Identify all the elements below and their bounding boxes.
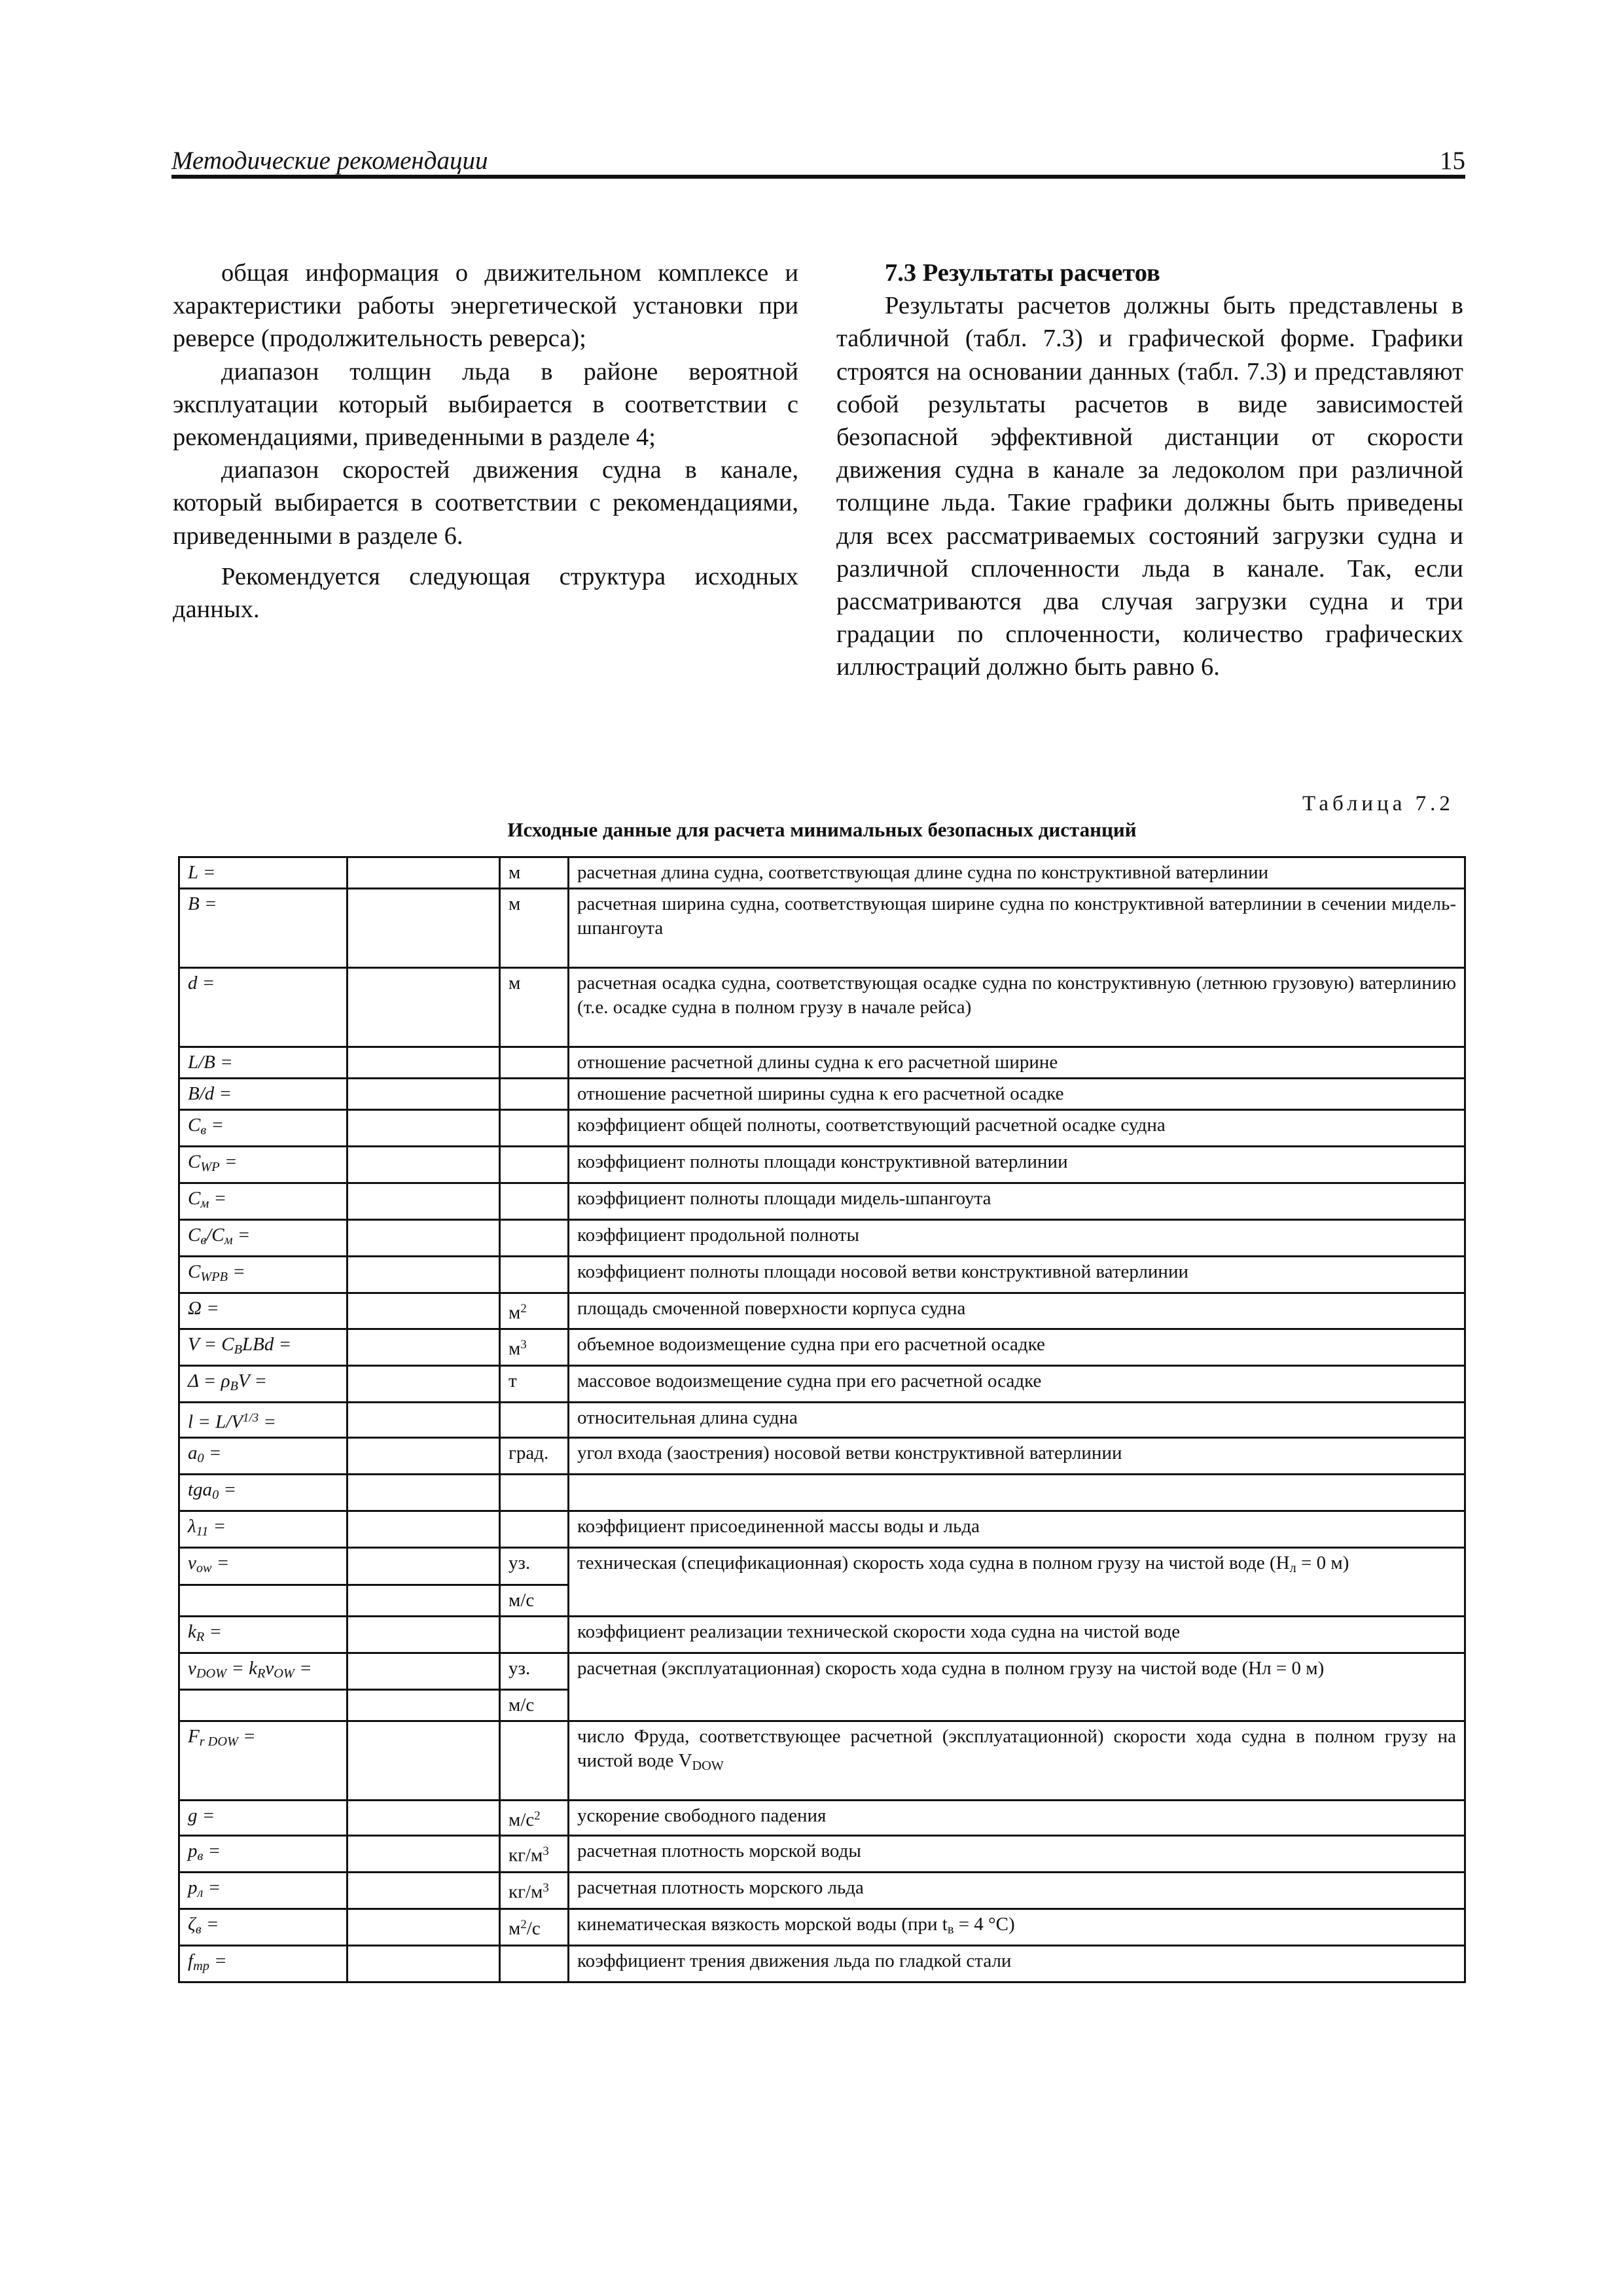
value-cell[interactable] bbox=[348, 889, 500, 968]
description-text: угол входа (заострения) носовой ветви конструктивной ватерлинии bbox=[577, 1443, 1122, 1464]
symbol-text: C bbox=[188, 1225, 201, 1246]
symbol-cell bbox=[179, 1402, 348, 1437]
unit-cell bbox=[500, 1079, 569, 1110]
running-title: Методические рекомендации bbox=[171, 147, 488, 175]
value-cell[interactable] bbox=[348, 1836, 500, 1873]
symbol-text: = bbox=[203, 1877, 221, 1899]
unit-cell bbox=[500, 889, 569, 968]
header-rule bbox=[171, 175, 1465, 179]
symbol-cell bbox=[179, 1329, 348, 1365]
unit-text: м/с bbox=[508, 1589, 535, 1611]
symbol-cell bbox=[179, 1689, 348, 1721]
symbol-subscript: в bbox=[197, 1849, 204, 1864]
description-text: объемное водоизмещение судна при его расчетной осадке bbox=[577, 1333, 1045, 1355]
symbol-text: = bbox=[232, 1225, 251, 1246]
symbol-cell bbox=[179, 1079, 348, 1110]
unit-superscript: 3 bbox=[520, 1337, 527, 1352]
symbol-subscript: в bbox=[200, 1123, 207, 1138]
unit-cell bbox=[500, 1047, 569, 1079]
description-text: = 4 °С) bbox=[954, 1914, 1015, 1935]
value-cell[interactable] bbox=[348, 1183, 500, 1220]
description-cell bbox=[569, 1329, 1465, 1365]
symbol-text: C bbox=[188, 1188, 201, 1210]
unit-text: м bbox=[508, 1918, 521, 1939]
description-cell bbox=[569, 857, 1465, 889]
description-cell bbox=[569, 1220, 1465, 1257]
symbol-text: v bbox=[188, 1657, 196, 1679]
unit-text: град. bbox=[508, 1443, 549, 1464]
description-cell bbox=[569, 1909, 1465, 1946]
symbol-text: Δ = ρ bbox=[188, 1370, 230, 1391]
unit-cell bbox=[500, 1689, 569, 1721]
right-column bbox=[836, 257, 1463, 684]
unit-text: м bbox=[508, 862, 521, 883]
table-row bbox=[179, 1047, 1465, 1079]
symbol-cell bbox=[179, 889, 348, 968]
unit-cell bbox=[500, 1800, 569, 1835]
description-cell bbox=[569, 1365, 1465, 1402]
symbol-text: p bbox=[188, 1840, 198, 1862]
unit-cell bbox=[500, 1511, 569, 1548]
description-text: отношение расчетной ширины судна к его расчетной осадке bbox=[577, 1083, 1064, 1104]
symbol-cell bbox=[179, 1293, 348, 1329]
symbol-subscript: R bbox=[196, 1629, 205, 1644]
unit-cell bbox=[500, 1402, 569, 1437]
table-row bbox=[179, 1873, 1465, 1909]
table-row bbox=[179, 1616, 1465, 1653]
table-row bbox=[179, 1946, 1465, 1982]
description-cell bbox=[569, 1079, 1465, 1110]
table-row bbox=[179, 1329, 1465, 1365]
symbol-cell bbox=[179, 1511, 348, 1548]
symbol-cell bbox=[179, 1946, 348, 1982]
paragraph: Результаты расчетов должны быть представлены в табличной (табл. 7.3) и графической форме. Графики строятся на основании данных (табл. 7.3) и представляют собой результаты расчетов в виде зависимостей безопасной эффективной дистанции от скорости движения судна в канале за ледоколом при различной толщине льда. Такие графики должны быть приведены для всех рассматриваемых состояний загрузки судна и различной сплоченности льда в канале. Так, если рассматриваются два случая загрузки судна и три градации по сплоченности, количество графических иллюстраций должно быть равно 6. bbox=[836, 292, 1463, 681]
table-row bbox=[179, 1079, 1465, 1110]
description-text: расчетная осадка судна, соответствующая осадке судна по конструктивную (летнюю грузовую) ватерлинию (т.е. осадке судна в полном грузу в начале рейса) bbox=[577, 973, 1456, 1018]
value-cell[interactable] bbox=[348, 1047, 500, 1079]
symbol-text: g = bbox=[188, 1804, 215, 1826]
symbol-subscript: OW bbox=[274, 1666, 294, 1681]
symbol-text: = bbox=[203, 1840, 221, 1862]
unit-text: уз. bbox=[508, 1552, 531, 1574]
symbol-cell bbox=[179, 1110, 348, 1147]
symbol-text: C bbox=[188, 1151, 201, 1173]
description-text: отношение расчетной длины судна к его расчетной ширине bbox=[577, 1052, 1058, 1073]
unit-cell bbox=[500, 1147, 569, 1183]
unit-cell bbox=[500, 1653, 569, 1689]
symbol-text: = bbox=[204, 1621, 223, 1642]
description-cell bbox=[569, 1873, 1465, 1909]
description-cell bbox=[569, 1183, 1465, 1220]
unit-cell bbox=[500, 1475, 569, 1511]
table-row bbox=[179, 1475, 1465, 1511]
value-cell[interactable] bbox=[348, 1873, 500, 1909]
symbol-text: f bbox=[188, 1950, 194, 1972]
symbol-subscript: B bbox=[234, 1342, 242, 1357]
unit-superscript: 3 bbox=[543, 1881, 549, 1895]
description-text: техническая (спецификационная) скорость хода судна в полном грузу на чистой воде (H bbox=[577, 1552, 1290, 1574]
table-label: Таблица 7.2 bbox=[1302, 792, 1454, 816]
symbol-cell bbox=[179, 1365, 348, 1402]
unit-cell bbox=[500, 1329, 569, 1365]
description-cell bbox=[569, 1653, 1465, 1721]
description-text: коэффициент трения движения льда по гладкой стали bbox=[577, 1950, 1012, 1972]
unit-cell bbox=[500, 1257, 569, 1293]
symbol-text: = bbox=[209, 1188, 227, 1210]
value-cell[interactable] bbox=[348, 1147, 500, 1183]
symbol-cell bbox=[179, 1147, 348, 1183]
unit-superscript: 2 bbox=[520, 1918, 527, 1932]
description-cell bbox=[569, 1438, 1465, 1475]
data-table bbox=[178, 856, 1466, 1983]
unit-text: м bbox=[508, 973, 521, 994]
unit-cell bbox=[500, 1721, 569, 1800]
unit-cell bbox=[500, 1365, 569, 1402]
description-cell bbox=[569, 1047, 1465, 1079]
value-cell[interactable] bbox=[348, 1548, 500, 1585]
unit-cell bbox=[500, 1293, 569, 1329]
unit-cell bbox=[500, 1585, 569, 1616]
value-cell[interactable] bbox=[348, 1800, 500, 1835]
unit-cell bbox=[500, 1616, 569, 1653]
symbol-cell bbox=[179, 1548, 348, 1585]
symbol-text: Ω = bbox=[188, 1298, 219, 1319]
description-text: массовое водоизмещение судна при его расчетной осадке bbox=[577, 1370, 1042, 1391]
symbol-text: V = C bbox=[188, 1333, 234, 1355]
symbol-text: /C bbox=[206, 1225, 224, 1246]
unit-cell bbox=[500, 857, 569, 889]
table-row bbox=[179, 1909, 1465, 1946]
description-text: коэффициент реализации технической скорости хода судна на чистой воде bbox=[577, 1621, 1181, 1642]
description-text: относительная длина судна bbox=[577, 1407, 798, 1428]
symbol-text: = bbox=[294, 1657, 312, 1679]
symbol-cell bbox=[179, 1183, 348, 1220]
symbol-subscript: тр bbox=[193, 1959, 209, 1974]
description-cell bbox=[569, 1293, 1465, 1329]
symbol-text: C bbox=[188, 1115, 201, 1136]
description-text: расчетная ширина судна, соответствующая ширине судна по конструктивной ватерлинии в сечении мидель-шпангоута bbox=[577, 893, 1456, 939]
symbol-text: = k bbox=[226, 1657, 258, 1679]
unit-text: кг/м bbox=[508, 1881, 543, 1903]
value-cell[interactable] bbox=[348, 1585, 500, 1616]
description-text: коэффициент продольной полноты bbox=[577, 1225, 859, 1246]
unit-cell bbox=[500, 1110, 569, 1147]
symbol-subscript: B bbox=[230, 1378, 238, 1393]
table-row bbox=[179, 1548, 1465, 1585]
symbol-text: B/d = bbox=[188, 1083, 232, 1104]
table-row bbox=[179, 889, 1465, 968]
symbol-text: V = bbox=[238, 1370, 267, 1391]
table-row bbox=[179, 1110, 1465, 1147]
unit-superscript: 3 bbox=[543, 1844, 549, 1859]
value-cell[interactable] bbox=[348, 1653, 500, 1689]
description-text: число Фруда, соответствующее расчетной (эксплуатационной) скорости хода судна в полном грузу на чистой воде V bbox=[577, 1725, 1456, 1771]
section-title: 7.3 Результаты расчетов bbox=[885, 259, 1160, 287]
description-cell bbox=[569, 1721, 1465, 1800]
value-cell[interactable] bbox=[348, 1438, 500, 1475]
symbol-text: = bbox=[238, 1725, 256, 1747]
unit-superscript: 2 bbox=[534, 1808, 541, 1823]
symbol-cell bbox=[179, 1909, 348, 1946]
symbol-text: = bbox=[206, 1115, 224, 1136]
description-text: коэффициент полноты площади конструктивной ватерлинии bbox=[577, 1151, 1068, 1173]
description-text: расчетная (эксплуатационная) скорость хода судна в полном грузу на чистой воде (Нл = 0 м) bbox=[577, 1657, 1325, 1679]
paragraph: Рекомендуется следующая структура исходных данных. bbox=[173, 562, 798, 624]
symbol-text: d = bbox=[188, 973, 215, 994]
unit-text: м bbox=[508, 1338, 521, 1359]
description-cell bbox=[569, 1616, 1465, 1653]
unit-text: т bbox=[508, 1370, 517, 1391]
description-cell bbox=[569, 1257, 1465, 1293]
description-subscript: л bbox=[1289, 1561, 1296, 1576]
symbol-subscript: WPB bbox=[200, 1270, 228, 1285]
value-cell[interactable] bbox=[348, 1511, 500, 1548]
symbol-text: λ bbox=[188, 1516, 196, 1537]
symbol-subscript: r DOW bbox=[199, 1734, 238, 1749]
value-cell[interactable] bbox=[348, 1616, 500, 1653]
symbol-subscript: м bbox=[200, 1196, 209, 1211]
table-row bbox=[179, 968, 1465, 1047]
unit-cell bbox=[500, 1873, 569, 1909]
description-cell bbox=[569, 1475, 1465, 1511]
symbol-cell bbox=[179, 1873, 348, 1909]
description-text: расчетная плотность морской воды bbox=[577, 1840, 861, 1862]
unit-text: кг/м bbox=[508, 1844, 543, 1866]
table-row bbox=[179, 1183, 1465, 1220]
table-row bbox=[179, 1836, 1465, 1873]
page-number: 15 bbox=[1440, 147, 1465, 175]
unit-cell bbox=[500, 1183, 569, 1220]
symbol-cell bbox=[179, 1836, 348, 1873]
symbol-cell bbox=[179, 857, 348, 889]
symbol-text: = bbox=[208, 1516, 226, 1537]
table-row bbox=[179, 1721, 1465, 1800]
table-row bbox=[179, 1257, 1465, 1293]
description-text: ускорение свободного падения bbox=[577, 1804, 827, 1826]
symbol-text: LBd = bbox=[242, 1333, 292, 1355]
unit-text: м/с bbox=[508, 1694, 535, 1715]
value-cell[interactable] bbox=[348, 1257, 500, 1293]
symbol-text: F bbox=[188, 1725, 200, 1747]
symbol-subscript: в bbox=[195, 1922, 202, 1937]
symbol-text: l = L/V bbox=[188, 1411, 243, 1433]
value-cell[interactable] bbox=[348, 1909, 500, 1946]
symbol-text: = bbox=[219, 1151, 238, 1173]
symbol-text: k bbox=[188, 1621, 196, 1642]
description-text: коэффициент полноты площади носовой ветви конструктивной ватерлинии bbox=[577, 1261, 1188, 1283]
description-text: коэффициент полноты площади мидель-шпангоута bbox=[577, 1188, 991, 1210]
value-cell[interactable] bbox=[348, 1079, 500, 1110]
unit-cell bbox=[500, 968, 569, 1047]
table-row bbox=[179, 857, 1465, 889]
unit-superscript: 2 bbox=[520, 1302, 527, 1316]
symbol-subscript: м bbox=[224, 1233, 233, 1248]
symbol-cell bbox=[179, 1438, 348, 1475]
value-cell[interactable] bbox=[348, 857, 500, 889]
description-text: кинематическая вязкость морской воды (при t bbox=[577, 1914, 948, 1935]
description-text: = 0 м) bbox=[1296, 1552, 1349, 1574]
symbol-cell bbox=[179, 1220, 348, 1257]
table-row bbox=[179, 1402, 1465, 1437]
table-row bbox=[179, 1653, 1465, 1689]
paragraph: общая информация о движительном комплексе и характеристики работы энергетической установки при реверсе (продолжительность реверса); bbox=[173, 259, 798, 353]
symbol-subscript: 0 bbox=[197, 1451, 204, 1466]
description-cell bbox=[569, 968, 1465, 1047]
symbol-subscript: ow bbox=[196, 1561, 212, 1576]
value-cell[interactable] bbox=[348, 1329, 500, 1365]
symbol-text: p bbox=[188, 1877, 198, 1899]
unit-text: м bbox=[508, 1302, 521, 1323]
symbol-text: = bbox=[209, 1950, 227, 1972]
symbol-text: C bbox=[188, 1261, 201, 1283]
value-cell[interactable] bbox=[348, 968, 500, 1047]
symbol-cell bbox=[179, 1257, 348, 1293]
unit-cell bbox=[500, 1548, 569, 1585]
value-cell[interactable] bbox=[348, 1721, 500, 1800]
description-subscript: DOW bbox=[692, 1758, 724, 1773]
table-row bbox=[179, 1365, 1465, 1402]
symbol-text: B = bbox=[188, 893, 217, 914]
paragraph: диапазон толщин льда в районе вероятной эксплуатации который выбирается в соответствии с рекомендациями, приведенными в разделе 4; bbox=[173, 357, 798, 452]
value-cell[interactable] bbox=[348, 1946, 500, 1982]
symbol-text: v bbox=[265, 1657, 274, 1679]
value-cell[interactable] bbox=[348, 1689, 500, 1721]
unit-cell bbox=[500, 1946, 569, 1982]
description-cell bbox=[569, 1946, 1465, 1982]
value-cell[interactable] bbox=[348, 1220, 500, 1257]
description-cell bbox=[569, 1147, 1465, 1183]
symbol-text: = bbox=[201, 1914, 219, 1935]
description-cell bbox=[569, 1511, 1465, 1548]
description-cell bbox=[569, 889, 1465, 968]
symbol-cell bbox=[179, 1800, 348, 1835]
unit-text: м/с bbox=[508, 1809, 535, 1831]
page-header bbox=[171, 141, 1465, 177]
unit-cell bbox=[500, 1220, 569, 1257]
value-cell[interactable] bbox=[348, 1402, 500, 1437]
table-row bbox=[179, 1511, 1465, 1548]
symbol-subscript: WP bbox=[200, 1160, 220, 1175]
symbol-subscript: 0 bbox=[212, 1488, 219, 1503]
table-title: Исходные данные для расчета минимальных безопасных дистанций bbox=[507, 818, 1137, 841]
symbol-text: = bbox=[219, 1479, 237, 1501]
value-cell[interactable] bbox=[348, 1365, 500, 1402]
symbol-cell bbox=[179, 968, 348, 1047]
symbol-cell bbox=[179, 1475, 348, 1511]
symbol-text: = bbox=[228, 1261, 245, 1283]
value-cell[interactable] bbox=[348, 1293, 500, 1329]
symbol-text: L = bbox=[188, 862, 216, 883]
symbol-text: tga bbox=[188, 1479, 213, 1501]
table-row bbox=[179, 1800, 1465, 1835]
symbol-subscript: DOW bbox=[196, 1666, 227, 1681]
symbol-text: ζ bbox=[188, 1914, 196, 1935]
left-column bbox=[173, 257, 798, 626]
table-row bbox=[179, 1220, 1465, 1257]
value-cell[interactable] bbox=[348, 1475, 500, 1511]
unit-cell bbox=[500, 1836, 569, 1873]
symbol-cell bbox=[179, 1047, 348, 1079]
symbol-subscript: R bbox=[257, 1666, 266, 1681]
symbol-cell bbox=[179, 1721, 348, 1800]
symbol-subscript: в bbox=[200, 1233, 207, 1248]
symbol-text: = bbox=[211, 1552, 230, 1574]
description-cell bbox=[569, 1800, 1465, 1835]
unit-cell bbox=[500, 1909, 569, 1946]
unit-text: м bbox=[508, 893, 521, 914]
unit-text: уз. bbox=[508, 1657, 531, 1679]
unit-cell bbox=[500, 1438, 569, 1475]
description-cell bbox=[569, 1402, 1465, 1437]
symbol-cell bbox=[179, 1616, 348, 1653]
symbol-cell bbox=[179, 1585, 348, 1616]
symbol-subscript: 11 bbox=[196, 1524, 209, 1539]
symbol-text: L/B = bbox=[188, 1052, 233, 1073]
description-cell bbox=[569, 1110, 1465, 1147]
description-text: расчетная плотность морского льда bbox=[577, 1877, 864, 1899]
symbol-subscript: л bbox=[197, 1886, 204, 1901]
symbol-text: = bbox=[259, 1411, 276, 1433]
unit-text: /с bbox=[526, 1918, 541, 1939]
description-text: коэффициент присоединенной массы воды и льда bbox=[577, 1516, 980, 1537]
symbol-superscript: 1/3 bbox=[243, 1410, 259, 1425]
description-text: коэффициент общей полноты, соответствующий расчетной осадке судна bbox=[577, 1115, 1166, 1136]
symbol-text: a bbox=[188, 1443, 198, 1464]
description-text: расчетная длина судна, соответствующая длине судна по конструктивной ватерлинии bbox=[577, 862, 1269, 883]
table-row bbox=[179, 1438, 1465, 1475]
symbol-text: = bbox=[204, 1443, 222, 1464]
symbol-text: v bbox=[188, 1552, 196, 1574]
description-subscript: в bbox=[947, 1922, 954, 1937]
description-cell bbox=[569, 1836, 1465, 1873]
symbol-cell bbox=[179, 1653, 348, 1689]
table-row bbox=[179, 1293, 1465, 1329]
paragraph: диапазон скоростей движения судна в канале, который выбирается в соответствии с рекомендациями, приведенными в разделе 6. bbox=[173, 456, 798, 550]
description-cell bbox=[569, 1548, 1465, 1616]
value-cell[interactable] bbox=[348, 1110, 500, 1147]
description-text: площадь смоченной поверхности корпуса судна bbox=[577, 1298, 966, 1319]
table-row bbox=[179, 1147, 1465, 1183]
